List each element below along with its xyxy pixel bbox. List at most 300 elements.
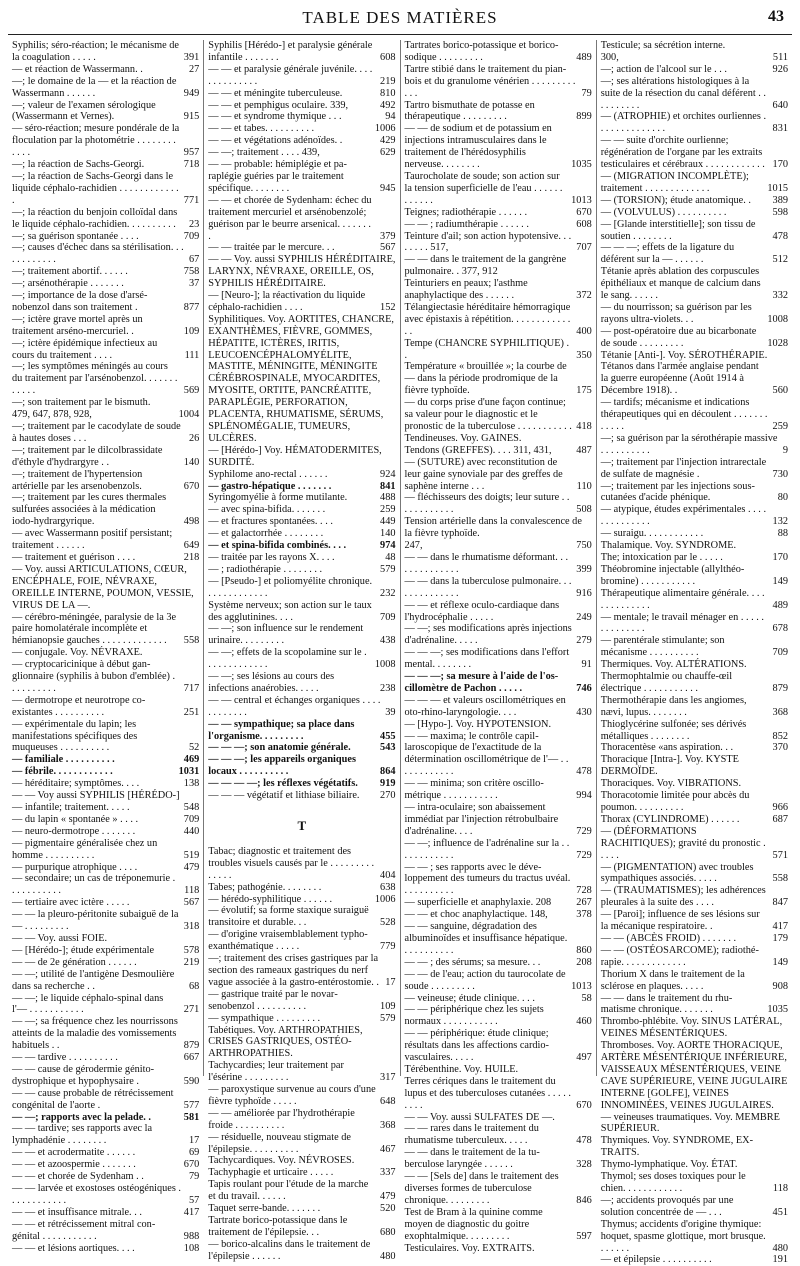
index-entry-page: 399 <box>576 563 592 575</box>
index-entry-text: —; arsénothérapie . . . . . . . <box>12 278 124 290</box>
index-entry <box>208 254 395 290</box>
index-entry-text: — — et azoospermie . . . . . . . <box>12 1159 136 1171</box>
page-header <box>12 6 788 32</box>
index-entry-text: — — périphérique: étude clinique; résultats dans les affections cardio-vasculaires. . . . . <box>404 1028 549 1064</box>
index-entry-page: 831 <box>772 123 788 135</box>
index-entry-page: 548 <box>183 802 200 813</box>
index-entry-text: —; action de l'alcool sur le . . . <box>600 63 727 75</box>
index-entry-text: Tartre stibié dans le traitement du pian-bois et du granulome vénérien . . . . . . . . . . . . <box>404 63 576 99</box>
index-entry-page: 1006 <box>374 123 396 135</box>
index-entry <box>405 397 592 433</box>
index-entry-page: 132 <box>772 516 788 528</box>
index-entry-page: 469 <box>183 754 200 766</box>
index-entry-page: 598 <box>772 206 788 218</box>
index-entry <box>208 576 395 600</box>
index-entry-text: —; traitement par le cacodylate de soude à hautes doses . . . <box>12 421 181 444</box>
index-entry-page: 543 <box>380 742 396 754</box>
index-entry <box>208 290 395 314</box>
index-entry <box>405 1123 592 1147</box>
index-entry-text: — fléchisseurs des doigts; leur suture . . . . . . . . . . . . <box>404 492 570 516</box>
index-entry-text: —; ictère épidémique infectieux au cours du traitement . . . . <box>12 337 158 361</box>
index-entry-text: Taquet serre-bande. . . . . . . <box>208 1203 321 1215</box>
index-entry-text: Tabes; pathogénie. . . . . . . . <box>208 881 322 893</box>
index-entry-text: — — cause probable de rétrécissement congénital de l'aorte . <box>12 1087 174 1111</box>
index-entry <box>208 1108 395 1132</box>
index-entry-page: 608 <box>380 51 396 63</box>
index-entry-page: 1013 <box>571 194 592 206</box>
index-entry <box>208 719 395 743</box>
index-entry <box>12 826 199 838</box>
index-entry-text: — [Hérédo-] Voy. HÉMATODERMITES, SURDITÉ. <box>208 444 382 468</box>
index-entry <box>601 909 788 933</box>
index-entry-page: 455 <box>380 730 396 742</box>
index-entry-text: — — périphérique chez les sujets normaux . . . . . . . . . . . <box>404 1004 544 1028</box>
index-entry-text: — du corps prise d'une façon continue; sa valeur pour le diagnostic et le pronostic de la tuberculose . . . . . . . . . . . <box>404 397 572 432</box>
index-entry <box>12 838 199 862</box>
index-entry-text: — — et méningite tuberculeuse. <box>208 87 343 99</box>
index-entry <box>208 111 395 123</box>
index-entry <box>405 552 592 576</box>
index-entry <box>12 945 199 957</box>
index-entry-page: 179 <box>772 932 788 944</box>
index-entry-text: Tendineuses. Voy. GAINES. <box>404 432 522 444</box>
index-entry <box>601 111 788 135</box>
index-entry-text: — (TORSION); étude anatomique. . <box>600 194 751 206</box>
index-column-4 <box>596 40 792 1266</box>
index-entry-page: 569 <box>183 385 200 397</box>
index-entry-text: — — dans le traitement de la gangrène pulmonaire. . 377, 912 <box>404 254 567 278</box>
index-entry <box>601 719 788 743</box>
index-entry <box>601 790 788 814</box>
index-entry-text: Thymol; ses doses toxiques pour le chien. . . . . . . . . . . . <box>600 1171 746 1194</box>
index-entry-page: 238 <box>380 682 396 694</box>
index-entry-page: 478 <box>576 766 592 778</box>
index-entry <box>12 469 199 493</box>
index-entry <box>12 64 199 76</box>
index-entry <box>208 1025 395 1061</box>
index-entry-text: Tartrate borico-potassique dans le traitement de l'épilepsie. . . <box>208 1215 348 1238</box>
index-entry-text: Teinturiers en peaux; l'asthme anaphylactique des . . . . . . <box>404 278 528 302</box>
index-entry <box>12 266 199 278</box>
index-entry-text: —; la réaction de Sachs-Georgi. <box>12 159 145 171</box>
index-entry-text: — — et chorée de Sydenham: échec du traitement mercuriel et arsénobenzolé; guérison par le beurre arsenical. . . . . . . . <box>208 194 372 242</box>
index-entry <box>208 195 395 243</box>
index-entry <box>601 814 788 826</box>
index-entry <box>405 1243 592 1255</box>
index-entry <box>601 778 788 790</box>
index-entry <box>601 659 788 671</box>
index-entry <box>405 302 592 338</box>
index-entry <box>12 171 199 207</box>
index-entry-page: 915 <box>183 111 200 123</box>
index-entry-text: — ; radiothérapie . . . . . . . . <box>208 563 323 575</box>
index-entry-text: 479, 647, 878, 928, <box>12 409 92 421</box>
index-entry <box>12 933 199 945</box>
index-entry-page: 571 <box>772 849 788 861</box>
index-entry <box>405 433 592 445</box>
index-entry-page: 389 <box>772 194 788 206</box>
index-entry-text: —; le domaine de la — et la réaction de Wassermann . . . . . . <box>12 75 177 99</box>
index-entry-page: 648 <box>380 1095 396 1107</box>
index-entry-text: — — —; son anatomie générale. <box>208 742 351 754</box>
index-entry <box>601 76 788 112</box>
index-entry-page: 578 <box>183 944 200 956</box>
index-entry-page: 26 <box>188 432 200 444</box>
index-entry-page: 249 <box>576 611 592 623</box>
index-entry-page: 718 <box>183 159 200 171</box>
index-entry-page: 730 <box>772 468 788 480</box>
index-entry-text: Thermothérapie dans les angiomes, nævi, lupus. . . . . . . . <box>600 694 747 718</box>
index-entry-page: 379 <box>380 230 396 242</box>
index-entry-page: 667 <box>183 1052 200 1064</box>
index-entry-page: 52 <box>188 742 200 754</box>
index-entry <box>405 40 592 64</box>
index-entry-page: 370 <box>772 742 788 754</box>
index-entry <box>405 1076 592 1112</box>
index-entry-page: 489 <box>576 51 592 63</box>
index-entry <box>601 1219 788 1255</box>
index-entry-page: 417 <box>772 921 788 933</box>
index-entry-text: Thoracique [Intra-]. Voy. KYSTE DERMOÏDE. <box>600 754 739 778</box>
section-letter-heading: T <box>297 818 307 833</box>
index-entry-page: 479 <box>380 1191 396 1203</box>
index-entry <box>405 1147 592 1171</box>
index-entry <box>208 516 395 528</box>
index-entry-text: — — dans le traitement de la tuberculose laryngée . . . . . . <box>404 1147 540 1171</box>
index-entry-page: 649 <box>183 540 200 552</box>
index-entry <box>601 457 788 481</box>
index-entry-page: 68 <box>188 980 200 992</box>
index-entry-text: — sympathique . . . . . . . . . <box>208 1012 321 1024</box>
index-entry-text: Tempe (CHANCRE SYPHILITIQUE) . . <box>404 337 570 361</box>
index-entry-text: — — dans le rhumatisme déformant. . . . . . . . . . . . . . <box>404 551 569 575</box>
index-entry-text: — et spina-bifida combinés. . . . <box>208 540 347 552</box>
index-entry-text: — — et lésions aortiques. . . . <box>12 1242 135 1254</box>
index-entry-page: 974 <box>380 540 396 552</box>
index-entry-page: 670 <box>183 1159 200 1171</box>
index-entry <box>208 1060 395 1084</box>
index-entry-text: — — et choc anaphylactique. 148, <box>404 909 548 921</box>
index-entry-text: — du nourrisson; sa guérison par les rayons ultra-violets. . . <box>600 301 752 325</box>
index-entry-page: 670 <box>576 1099 592 1111</box>
index-entry <box>12 862 199 874</box>
index-entry <box>208 314 395 445</box>
index-entry-page: 368 <box>772 706 788 718</box>
index-entry-text: —; causes d'échec dans sa stérilisation. . . . . . . . . . . . <box>12 242 184 266</box>
index-entry-text: — — tardive . . . . . . . . . . <box>12 1052 118 1064</box>
index-entry-text: — gastro-hépatique . . . . . . . <box>208 480 332 492</box>
index-entry <box>208 1013 395 1025</box>
index-entry <box>12 1243 199 1255</box>
index-entry <box>12 659 199 695</box>
index-entry-text: — — et réflexe oculo-cardiaque dans l'hydrocéphalie . . . . . <box>404 599 560 623</box>
index-entry <box>12 695 199 719</box>
index-entry-text: Thymus; accidents d'origine thymique: hoquet, spasme glottique, mort brusque. . . . . . . <box>600 1218 766 1254</box>
index-entry-page: 337 <box>380 1167 396 1179</box>
index-entry <box>601 1254 788 1266</box>
index-entry-text: — parentérale stimulante; son mécanisme . . . . . . . . . . <box>600 635 725 659</box>
index-entry-text: — — la pleuro-péritonite subaiguë de la — . . . . . . . . . <box>12 909 179 933</box>
index-entry-text: — — (ABCÈS FROID) . . . . . . . <box>600 932 737 944</box>
index-entry-page: 492 <box>380 99 396 111</box>
index-entry-page: 429 <box>380 135 396 147</box>
index-entry-page: 709 <box>380 611 396 623</box>
index-entry <box>601 350 788 362</box>
index-entry-text: — [Pseudo-] et poliomyélite chronique. . . . . . . . . . . . . <box>208 575 373 599</box>
index-entry-text: — — et insuffisance mitrale. . . <box>12 1206 142 1218</box>
index-entry <box>405 719 592 731</box>
index-entry-text: — (SUTURE) avec reconstitution de leur gaine synoviale par des greffes de saphène interne . . . <box>404 456 563 492</box>
index-entry-text: — —; ses modifications après injections d'adrénaline. . . . . <box>404 623 572 647</box>
index-entry-text: Tachycardiques. Voy. NÉVROSES. <box>208 1155 355 1167</box>
index-entry-text: — —; effets de la scopolamine sur le . . . . . . . . . . . . . <box>208 647 367 671</box>
index-entry <box>12 897 199 909</box>
index-entry-page: 579 <box>380 563 396 575</box>
index-entry <box>208 1215 395 1239</box>
index-entry-page: 1008 <box>374 659 396 671</box>
index-entry-text: — — Voy. aussi SYPHILIS HÉRÉDITAIRE, LARYNX, NÉVRAXE, OREILLE, OS, SYPHILIS HÉRÉDITAIRE. <box>208 254 396 290</box>
index-entry-page: 48 <box>385 551 396 563</box>
index-entry-page: 919 <box>380 778 396 790</box>
index-entry-text: — [Neuro-]; la réactivation du liquide céphalo-rachidien . . . . <box>208 290 366 313</box>
index-entry <box>12 100 199 124</box>
index-entry-page: 478 <box>576 1135 592 1147</box>
index-entry-text: —; traitement par les injections sous-cutanées d'acide phénique. <box>600 480 755 504</box>
index-entry <box>12 814 199 826</box>
index-entry-text: Tendons (GREFFES). . . . 311, 431, <box>404 444 552 456</box>
index-entry-text: — — rares dans le traitement du rhumatisme tuberculeux. . . . . <box>404 1123 539 1147</box>
index-entry <box>601 207 788 219</box>
index-entry <box>208 504 395 516</box>
index-entry-page: 750 <box>576 540 592 552</box>
index-entry-page: 140 <box>183 456 200 468</box>
index-entry-page: 259 <box>772 421 788 432</box>
index-entry <box>12 873 199 897</box>
index-entry-page: 1008 <box>767 313 788 325</box>
index-entry <box>12 278 199 290</box>
index-entry-text: — — et tabes. . . . . . . . . . <box>208 123 315 135</box>
index-entry <box>601 885 788 909</box>
index-entry-page: 528 <box>380 917 396 929</box>
index-entry <box>208 159 395 195</box>
index-entry-text: — (PIGMENTATION) avec troubles sympathiques associés. . . . . <box>600 861 754 885</box>
index-entry-page: 175 <box>576 385 592 397</box>
index-columns <box>8 40 792 1266</box>
index-entry-text: — héréditaire; symptômes. . . . <box>12 778 140 790</box>
index-entry-text: Syphilitiques. Voy. AORTITES, CHANCRE, EXANTHÈMES, FIÈVRE, GOMMES, HÉPATITE, ICTÈRES, IRITIS, LEUCOENCÉPHALOMYÉLITE, MASTITE, MÉNINGITE, MÉNINGITE CÉRÉBROSPINALE, MYOCARDITES, MYOSITE, ORTITE, PANCRÉATITE, PARAPLÉGIE, PERFORATION, PLACENTA, RHUMATISME, SÉRUMS, SPLÉNOMÉGALIE, TUMEURS, ULCÈRES. <box>208 313 394 444</box>
index-entry <box>405 623 592 647</box>
index-entry-page: 899 <box>576 111 592 123</box>
index-entry-text: —; traitement abortif. . . . . . <box>12 266 128 278</box>
index-entry-page: 1035 <box>767 1004 788 1016</box>
index-entry-text: — — — —; les réflexes végétatifs. <box>208 778 358 790</box>
index-entry-text: — hérédo-syphilitique . . . . . . <box>208 893 333 905</box>
index-entry-page: 1013 <box>571 980 592 992</box>
index-entry-text: Syphilome ano-rectal . . . . . . <box>208 468 328 480</box>
index-entry-page: 111 <box>184 349 200 361</box>
index-entry-page: 27 <box>188 63 200 75</box>
index-entry-text: — — dans la tuberculose pulmonaire. . . . . . . . . . . . . . <box>404 575 572 599</box>
index-entry <box>208 40 395 64</box>
index-entry-text: — — — et valeurs oscillométriques en oto-rhino-laryngologie. . . . <box>404 694 566 718</box>
index-entry-text: Testiculaires. Voy. EXTRAITS. <box>404 1242 535 1254</box>
index-entry <box>601 540 788 552</box>
index-entry <box>601 933 788 945</box>
index-entry-page: 467 <box>380 1143 396 1155</box>
index-entry-page: 451 <box>772 1206 788 1218</box>
index-entry-text: Température « brouillée »; la courbe de — dans la période prodromique de la fièvre typhoïde. <box>404 361 567 397</box>
index-entry-text: — pigmentaire généralisée chez un homme . . . . . . . . . . <box>12 837 158 861</box>
index-entry <box>601 52 788 64</box>
index-entry-text: — — ; radiumthérapie . . . . . . <box>404 218 529 230</box>
index-entry-page: 852 <box>772 730 788 742</box>
index-entry <box>405 802 592 838</box>
index-entry-page: 709 <box>183 230 200 242</box>
index-entry-text: — fébrile. . . . . . . . . . . . <box>12 766 113 778</box>
index-entry <box>405 695 592 719</box>
index-entry-page: 208 <box>576 956 592 968</box>
index-entry <box>208 469 395 481</box>
index-entry-page: 597 <box>576 1230 592 1242</box>
index-entry <box>601 40 788 52</box>
index-entry-text: — (DÉFORMATIONS RACHITIQUES); gravité du pronostic . . . . . <box>600 825 766 861</box>
index-entry <box>601 266 788 302</box>
index-entry-page: 232 <box>380 587 396 599</box>
index-entry-page: 489 <box>772 599 788 611</box>
index-entry-text: — et galactorrhée . . . . . . . . <box>208 528 324 540</box>
index-entry <box>405 516 592 540</box>
index-entry-page: 988 <box>183 1230 200 1242</box>
index-entry-text: Syringomyélie à forme mutilante. <box>208 492 348 504</box>
index-entry-page: 400 <box>576 325 592 337</box>
index-entry-page: 317 <box>380 1072 396 1084</box>
index-entry-text: — — et végétations adénoïdes. . <box>208 135 343 147</box>
index-entry <box>208 564 395 576</box>
index-entry-page: 440 <box>183 825 200 837</box>
index-entry-text: — séro-réaction; mesure pondérale de la floculation par la photométrie . . . . . . . . . . . . <box>12 123 180 159</box>
index-entry <box>601 552 788 564</box>
index-entry <box>208 528 395 540</box>
index-entry <box>12 1159 199 1171</box>
index-entry <box>208 1167 395 1179</box>
index-entry <box>405 207 592 219</box>
index-entry-page: 487 <box>576 444 592 456</box>
index-entry <box>601 219 788 243</box>
index-entry <box>208 88 395 100</box>
index-entry <box>208 1155 395 1167</box>
index-entry-page: 949 <box>183 87 200 99</box>
index-entry-text: — — larvée et exostoses ostéogéniques . . . . . . . . . . . . <box>12 1183 181 1206</box>
index-entry-text: — gastrique traité par le novarsenobenzol . . . . . . . . . . <box>208 988 338 1012</box>
index-entry-text: — — et chorée de Sydenham . . <box>12 1171 144 1183</box>
index-entry-page: 149 <box>772 956 788 968</box>
index-entry-page: 810 <box>380 87 396 99</box>
index-entry-text: —; ictère grave mortel après un traitement arséno-mercuriel. . <box>12 313 143 337</box>
index-entry-page: 678 <box>772 623 788 635</box>
index-entry-page: 79 <box>581 87 592 99</box>
index-entry-text: — [Glande interstitielle]; son tissu de soutien . . . . . . . . <box>600 218 756 242</box>
index-entry-page: 520 <box>380 1203 396 1215</box>
index-entry-page: 864 <box>380 766 396 778</box>
index-entry-page: 709 <box>772 647 788 659</box>
index-entry-page: 17 <box>188 1135 200 1147</box>
index-entry-text: — familiale . . . . . . . . . . <box>12 754 115 766</box>
index-entry <box>405 1112 592 1124</box>
index-entry-text: — —; sa fréquence chez les nourrissons atteints de la maladie des vomissements habituels . . <box>12 1016 178 1052</box>
index-entry <box>601 826 788 862</box>
index-entry-text: Système nerveux; son action sur le taux des agglutinines. . . . <box>208 599 372 623</box>
index-entry-page: 1031 <box>178 766 200 778</box>
index-entry-page: 279 <box>576 635 592 647</box>
index-entry-text: Tartro bismuthate de potasse en thérapeutique . . . . . . . . . <box>404 99 535 123</box>
index-entry <box>208 754 395 778</box>
index-entry <box>601 564 788 588</box>
index-entry-text: —; traitement par le dilcolbrassidate d'éthyle d'hydrargyre . . <box>12 444 163 468</box>
index-entry <box>601 1016 788 1040</box>
index-entry-page: 860 <box>576 944 592 956</box>
index-entry-text: — atypique, études expérimentales . . . . . . . . . . . . . . <box>600 504 767 528</box>
index-entry-text: — conjugale. Voy. NÉVRAXE. <box>12 647 143 659</box>
index-entry <box>405 445 592 457</box>
index-entry-page: 945 <box>380 182 396 194</box>
index-entry <box>601 433 788 457</box>
index-entry <box>405 338 592 362</box>
index-entry-text: — — et acrodermatite . . . . . . <box>12 1147 136 1159</box>
index-entry-page: 118 <box>184 885 200 897</box>
index-entry-page: 271 <box>183 1004 200 1016</box>
index-entry <box>208 989 395 1013</box>
index-entry <box>208 600 395 624</box>
index-entry <box>405 600 592 624</box>
index-entry <box>208 552 395 564</box>
index-entry-page: 1028 <box>767 337 788 349</box>
index-entry-text: — — minima; son critère oscillométrique . . . . . . . . . . . <box>404 778 544 802</box>
page-number: 43 <box>768 8 784 25</box>
index-entry-text: — cryptocaricinique à début ganglionnaire (syphilis à bubon d'emblée) . . . . . . . . . . <box>12 659 176 694</box>
index-entry-page: 680 <box>380 1226 396 1238</box>
index-entry-text: — — sanguine, dégradation des albuminoïdes et insuffisance hépatique. . . . . . . . . . . <box>404 921 568 956</box>
index-entry <box>208 894 395 906</box>
index-entry <box>601 754 788 778</box>
index-entry-text: — résiduelle, nouveau stigmate de l'épilepsie. . . . . . . . . . <box>208 1131 351 1155</box>
index-entry <box>601 504 788 528</box>
index-entry-text: —; la réaction du benjoin colloïdal dans le liquide céphalo-rachidien. . . . . . . . . . <box>12 206 178 230</box>
index-entry-text: Thoracentèse «ans aspiration. . . <box>600 742 734 754</box>
index-entry-page: 152 <box>380 301 396 313</box>
index-entry-text: —; ses altérations histologiques à la suite de la résection du canal déférent . . . . . . . . . . <box>600 75 766 111</box>
index-entry-text: — du lapin « spontanée » . . . . <box>12 813 139 825</box>
index-entry <box>405 1064 592 1076</box>
index-entry-text: — avec spina-bifida. . . . . . . <box>208 504 326 516</box>
index-entry-text: — neuro-dermotrope . . . . . . . <box>12 825 136 837</box>
index-entry <box>12 40 199 64</box>
index-entry <box>12 397 199 409</box>
index-entry <box>601 1112 788 1136</box>
index-entry-text: — infantile; traitement. . . . . <box>12 802 130 813</box>
index-entry-page: 88 <box>777 528 788 540</box>
index-entry-page: 23 <box>188 218 200 230</box>
index-entry-page: 1006 <box>374 893 396 905</box>
index-entry-text: — [Hérédo-]; étude expérimentale <box>12 944 155 956</box>
index-entry-text: — veineuses traumatiques. Voy. MEMBRE SUPÉRIEUR. <box>600 1111 780 1135</box>
index-entry-page: 108 <box>183 1242 200 1254</box>
index-entry <box>405 1004 592 1028</box>
index-entry <box>12 1147 199 1159</box>
index-entry-page: 519 <box>183 849 200 861</box>
index-entry <box>601 528 788 540</box>
index-entry <box>12 1123 199 1147</box>
index-entry-page: 567 <box>183 897 200 909</box>
